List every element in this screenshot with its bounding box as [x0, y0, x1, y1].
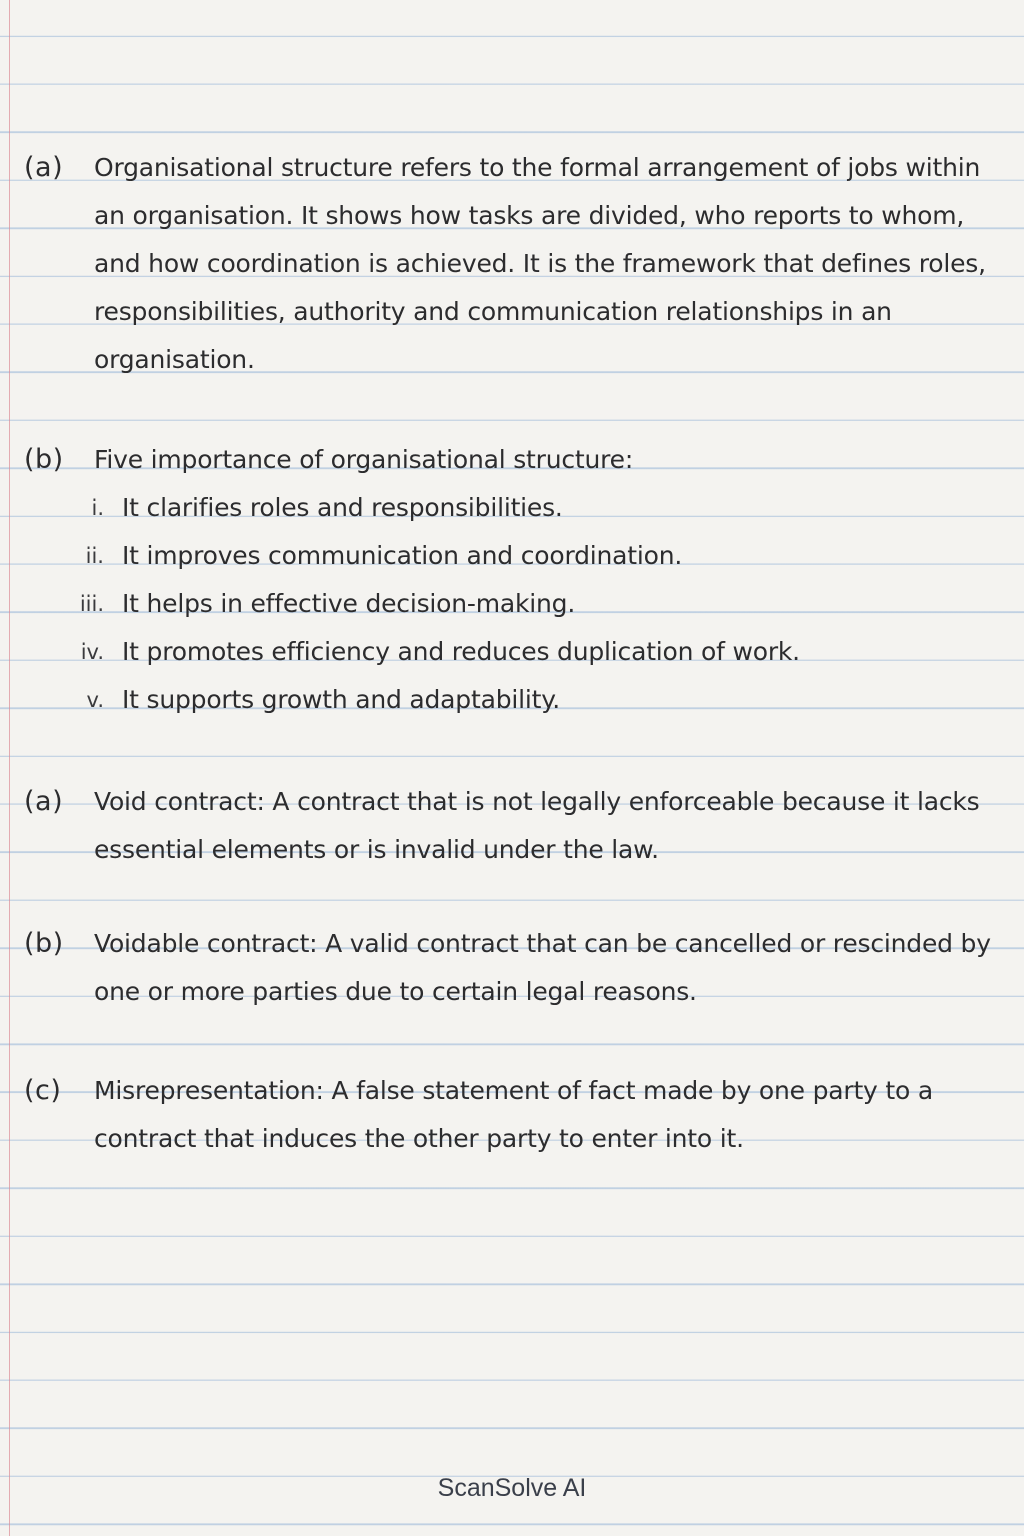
section-label: (a) — [24, 786, 64, 817]
section-text: Organisational structure refers to the formal arrangement of jobs within an organisation. It shows how tasks are divided, who reports to whom, and how coordination is achieved. It is the framework that defines roles, responsibilities, authority and communication relationships in an organisation. — [94, 153, 994, 374]
importance-list — [0, 484, 1024, 724]
section-text: Misrepresentation: A false statement of fact made by one party to a contract that induces the other party to enter into it. — [94, 1076, 941, 1153]
scansolve-watermark: ScanSolve AI — [437, 1474, 587, 1502]
list-item — [0, 532, 1024, 580]
section-label: (b) — [24, 444, 64, 475]
list-numeral: i. — [91, 496, 104, 520]
list-item-text: It improves communication and coordination. — [122, 541, 683, 570]
list-item-text: It promotes efficiency and reduces duplication of work. — [122, 637, 800, 666]
section-label: (a) — [24, 152, 64, 183]
list-item — [0, 676, 1024, 724]
section-label: (c) — [24, 1075, 62, 1106]
list-numeral: iv. — [80, 640, 104, 664]
section-text: Void contract: A contract that is not legally enforceable because it lacks essential elements or is invalid under the law. — [94, 787, 988, 864]
list-numeral: ii. — [85, 544, 104, 568]
section-text: Voidable contract: A valid contract that can be cancelled or rescinded by one or more parties due to certain legal reasons. — [94, 929, 999, 1006]
list-numeral: v. — [86, 688, 104, 712]
list-item — [0, 484, 1024, 532]
list-item-text: It clarifies roles and responsibilities. — [122, 493, 563, 522]
list-numeral: iii. — [79, 592, 104, 616]
list-item — [0, 628, 1024, 676]
list-item — [0, 580, 1024, 628]
list-item-text: It helps in effective decision-making. — [122, 589, 576, 618]
section-label: (b) — [24, 928, 64, 959]
section-text: Five importance of organisational structure: — [94, 445, 634, 474]
list-item-text: It supports growth and adaptability. — [122, 685, 560, 714]
